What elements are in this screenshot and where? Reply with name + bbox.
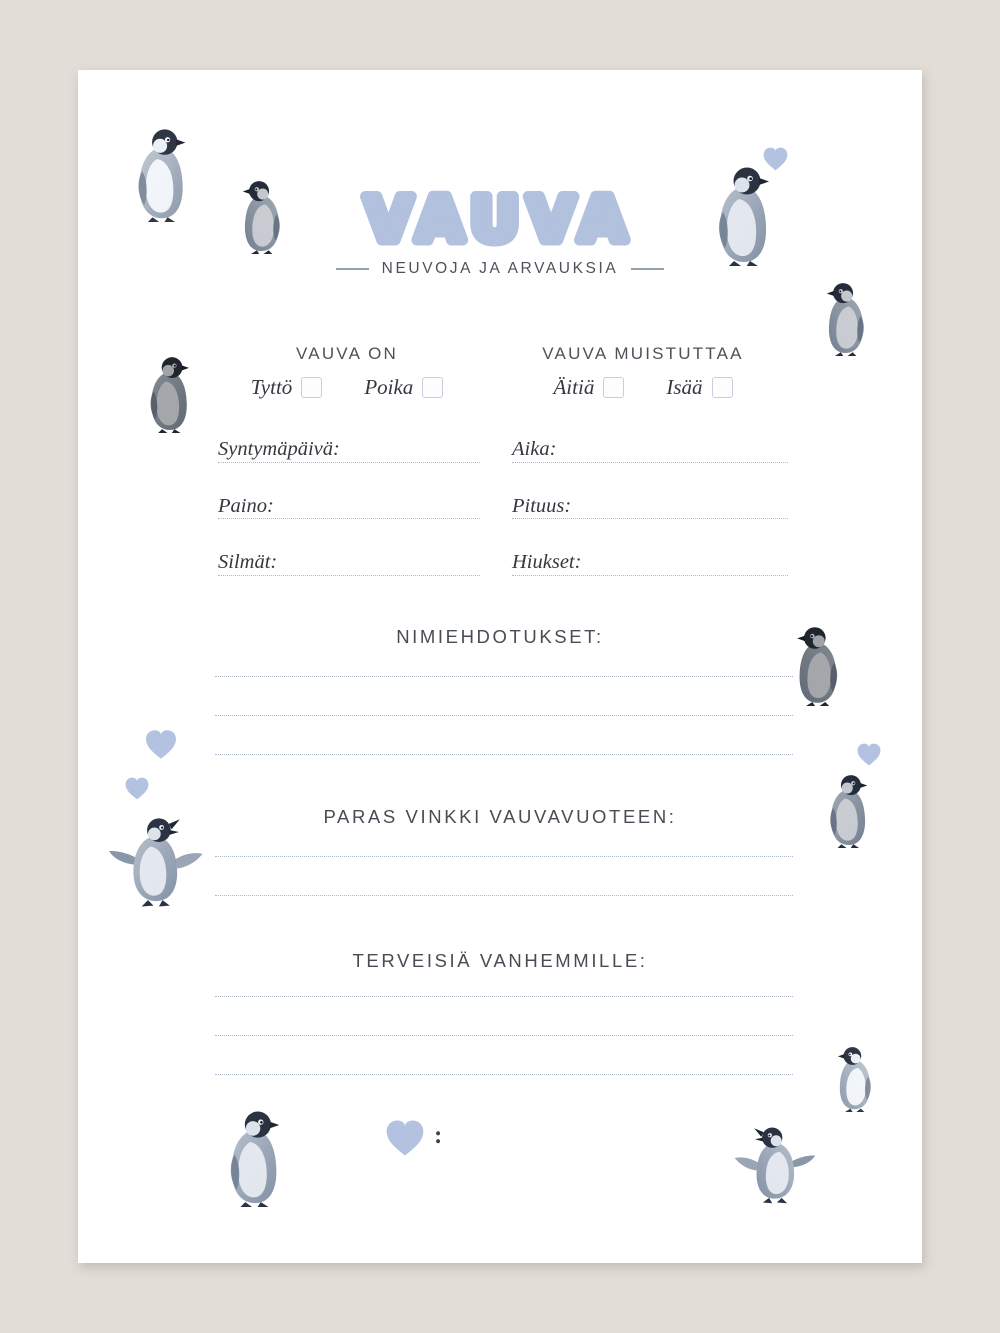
aika-field[interactable] [512,406,788,463]
penguin-illustration [708,166,778,266]
paino-field[interactable] [218,463,480,520]
option-mom-label: Äitiä [553,375,595,399]
option-dad-label: Isää [666,375,703,399]
greetings-line-1[interactable] [215,996,793,997]
penguin-illustration [820,282,872,356]
baby-advice-card [78,70,922,1263]
best-tip-line-1[interactable] [215,856,793,857]
silmat-label: Silmät: [218,551,278,573]
option-mom [553,375,624,400]
options-baby-is [206,375,488,400]
penguin-illustration [142,356,196,433]
options-baby-resembles [503,375,783,400]
tytto-checkbox[interactable] [301,377,322,398]
name-suggestion-line-3[interactable] [215,754,793,755]
heart-icon [124,776,150,801]
poika-checkbox[interactable] [422,377,443,398]
best-tip-line-2[interactable] [215,895,793,896]
penguin-illustration [730,1122,816,1208]
best-tip-heading: PARAS VINKKI VAUVAVUOTEEN: [323,806,677,827]
syntymapaiva-field[interactable] [218,406,480,463]
subtitle [78,260,922,278]
penguin-illustration [128,128,194,222]
penguin-illustration [220,1110,288,1207]
greetings-heading: TERVEISIÄ VANHEMMILLE: [352,950,648,971]
option-boy [364,375,443,400]
heart-icon [856,742,882,767]
penguin-illustration [236,180,288,254]
hiukset-field[interactable] [512,519,788,576]
subtitle-text: NEUVOJA JA ARVAUKSIA [381,260,619,277]
aika-label: Aika: [512,438,557,460]
group-baby-is [206,344,488,400]
penguin-illustration [832,1046,878,1112]
guess-fields [218,406,788,576]
group-heading-baby-resembles: VAUVA MUISTUTTAA [542,344,744,363]
signature-colon: : [434,1122,443,1149]
isaa-checkbox[interactable] [712,377,733,398]
aitia-checkbox[interactable] [603,377,624,398]
hiukset-label: Hiukset: [512,551,582,573]
name-suggestion-line-2[interactable] [215,715,793,716]
greetings-line-2[interactable] [215,1035,793,1036]
subtitle-dash-left [336,268,369,270]
option-girl [251,375,323,400]
paino-label: Paino: [218,494,274,517]
group-baby-resembles [503,344,783,400]
option-girl-label: Tyttö [250,375,293,399]
title-text: VAUVA [365,185,635,255]
heart-icon [384,1118,426,1158]
name-suggestions-heading: NIMIEHDOTUKSET: [396,626,604,647]
option-boy-label: Poika [364,375,414,399]
page-title [310,168,690,260]
pituus-field[interactable] [512,463,788,520]
pituus-label: Pituus: [512,494,572,517]
greetings-line-3[interactable] [215,1074,793,1075]
option-dad [666,375,732,400]
heart-icon [144,728,178,761]
name-suggestion-line-1[interactable] [215,676,793,677]
syntymapaiva-label: Syntymäpäivä: [218,438,340,460]
group-heading-baby-is: VAUVA ON [296,344,398,363]
subtitle-dash-right [631,268,664,270]
silmat-field[interactable] [218,519,480,576]
